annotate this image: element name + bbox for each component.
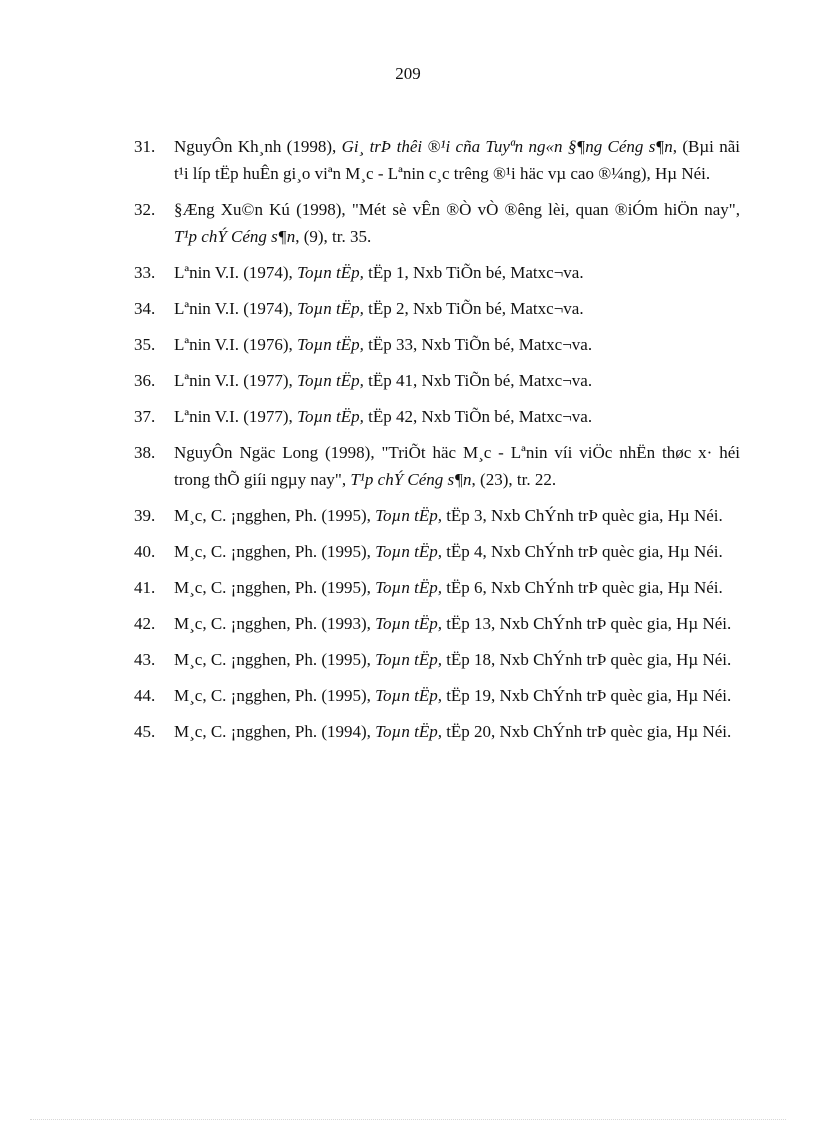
reference-number: 40. <box>134 542 156 561</box>
reference-title: Toµn tËp, <box>375 506 442 525</box>
page-bottom-divider <box>30 1119 786 1120</box>
reference-title: Toµn tËp, <box>375 722 442 741</box>
reference-prefix: M¸c, C. ¡ngghen, Ph. (1995), <box>174 650 376 669</box>
reference-item <box>134 646 740 673</box>
reference-prefix: M¸c, C. ¡ngghen, Ph. (1993), <box>174 614 376 633</box>
reference-number: 34. <box>134 299 156 318</box>
reference-item <box>134 259 740 286</box>
reference-prefix: M¸c, C. ¡ngghen, Ph. (1994), <box>174 722 376 741</box>
reference-title: Toµn tËp, <box>375 578 442 597</box>
reference-prefix: M¸c, C. ¡ngghen, Ph. (1995), <box>174 542 376 561</box>
reference-item <box>134 403 740 430</box>
reference-prefix: Lªnin V.I. (1977), <box>174 371 298 390</box>
reference-item <box>134 295 740 322</box>
reference-prefix: M¸c, C. ¡ngghen, Ph. (1995), <box>174 578 376 597</box>
reference-number: 33. <box>134 263 156 282</box>
reference-number: 31. <box>134 137 156 156</box>
reference-number: 42. <box>134 614 156 633</box>
reference-title: Toµn tËp, <box>375 650 442 669</box>
reference-suffix: tËp 3, Nxb ChÝnh trÞ quèc gia, Hµ Néi. <box>441 506 723 525</box>
reference-text <box>174 574 740 601</box>
reference-title: T¹p chÝ Céng s¶n <box>174 227 296 246</box>
reference-item <box>134 538 740 565</box>
reference-suffix: , (23), tr. 22. <box>471 470 557 489</box>
reference-number: 35. <box>134 335 156 354</box>
reference-text <box>174 682 740 709</box>
reference-suffix: tËp 1, Nxb TiÕn bé, Matxc¬va. <box>363 263 584 282</box>
reference-number: 38. <box>134 443 156 462</box>
reference-number: 44. <box>134 686 156 705</box>
reference-prefix: §Æng Xu©n Kú (1998), "Mét sè vÊn ®Ò vÒ ®êng lèi, quan ®iÓm hiÖn nay", <box>174 200 740 219</box>
reference-prefix: Lªnin V.I. (1977), <box>174 407 298 426</box>
reference-number: 39. <box>134 506 156 525</box>
reference-suffix: tËp 20, Nxb ChÝnh trÞ quèc gia, Hµ Néi. <box>441 722 732 741</box>
reference-title: T¹p chÝ Céng s¶n <box>350 470 472 489</box>
reference-item <box>134 367 740 394</box>
reference-item <box>134 718 740 745</box>
reference-item <box>134 610 740 637</box>
reference-title: Toµn tËp, <box>297 299 364 318</box>
reference-text <box>174 646 740 673</box>
reference-suffix: , (Bµi nãi t¹i líp tËp huÊn gi¸o viªn M¸c - Lªnin c¸c trêng ®¹i häc vµ cao ®¼ng), Hµ Néi. <box>174 137 740 183</box>
reference-text <box>174 610 740 637</box>
reference-text <box>174 538 740 565</box>
reference-prefix: Lªnin V.I. (1974), <box>174 299 298 318</box>
reference-suffix: tËp 6, Nxb ChÝnh trÞ quèc gia, Hµ Néi. <box>441 578 723 597</box>
reference-number: 43. <box>134 650 156 669</box>
reference-text <box>174 367 740 394</box>
reference-title: Toµn tËp, <box>375 614 442 633</box>
reference-number: 37. <box>134 407 156 426</box>
reference-item <box>134 574 740 601</box>
reference-suffix: tËp 19, Nxb ChÝnh trÞ quèc gia, Hµ Néi. <box>441 686 732 705</box>
reference-prefix: Lªnin V.I. (1976), <box>174 335 298 354</box>
reference-item <box>134 502 740 529</box>
reference-item <box>134 133 740 187</box>
reference-suffix: tËp 42, Nxb TiÕn bé, Matxc¬va. <box>363 407 593 426</box>
reference-number: 32. <box>134 200 156 219</box>
page-number: 209 <box>395 64 421 83</box>
reference-suffix: tËp 2, Nxb TiÕn bé, Matxc¬va. <box>363 299 584 318</box>
reference-text <box>174 295 740 322</box>
reference-item <box>134 439 740 493</box>
reference-suffix: tËp 18, Nxb ChÝnh trÞ quèc gia, Hµ Néi. <box>441 650 732 669</box>
reference-title: Toµn tËp, <box>297 263 364 282</box>
reference-prefix: Lªnin V.I. (1974), <box>174 263 298 282</box>
reference-suffix: tËp 41, Nxb TiÕn bé, Matxc¬va. <box>363 371 593 390</box>
reference-prefix: NguyÔn Kh¸nh (1998), <box>174 137 342 156</box>
reference-text <box>174 439 740 493</box>
reference-title: Toµn tËp, <box>297 335 364 354</box>
reference-title: Toµn tËp, <box>297 407 364 426</box>
reference-text <box>174 502 740 529</box>
reference-prefix: NguyÔn Ngäc Long (1998), "TriÕt häc M¸c - Lªnin víi viÖc nhËn thøc x· héi trong thÕ giíi ngµy nay", <box>174 443 740 489</box>
reference-item <box>134 682 740 709</box>
reference-item <box>134 196 740 250</box>
reference-number: 45. <box>134 722 156 741</box>
reference-text <box>174 403 740 430</box>
reference-suffix: tËp 13, Nxb ChÝnh trÞ quèc gia, Hµ Néi. <box>441 614 732 633</box>
reference-number: 41. <box>134 578 156 597</box>
reference-title: Toµn tËp, <box>375 686 442 705</box>
reference-list <box>134 133 740 754</box>
reference-suffix: tËp 33, Nxb TiÕn bé, Matxc¬va. <box>363 335 593 354</box>
reference-text <box>174 718 740 745</box>
reference-title: Gi¸ trÞ thêi ®¹i cña Tuyªn ng«n §¶ng Céng s¶n <box>341 137 673 156</box>
reference-number: 36. <box>134 371 156 390</box>
reference-text <box>174 133 740 187</box>
reference-title: Toµn tËp, <box>375 542 442 561</box>
reference-title: Toµn tËp, <box>297 371 364 390</box>
reference-prefix: M¸c, C. ¡ngghen, Ph. (1995), <box>174 506 376 525</box>
reference-prefix: M¸c, C. ¡ngghen, Ph. (1995), <box>174 686 376 705</box>
reference-text <box>174 259 740 286</box>
reference-text <box>174 196 740 250</box>
reference-text <box>174 331 740 358</box>
reference-suffix: , (9), tr. 35. <box>295 227 372 246</box>
reference-item <box>134 331 740 358</box>
reference-suffix: tËp 4, Nxb ChÝnh trÞ quèc gia, Hµ Néi. <box>441 542 723 561</box>
